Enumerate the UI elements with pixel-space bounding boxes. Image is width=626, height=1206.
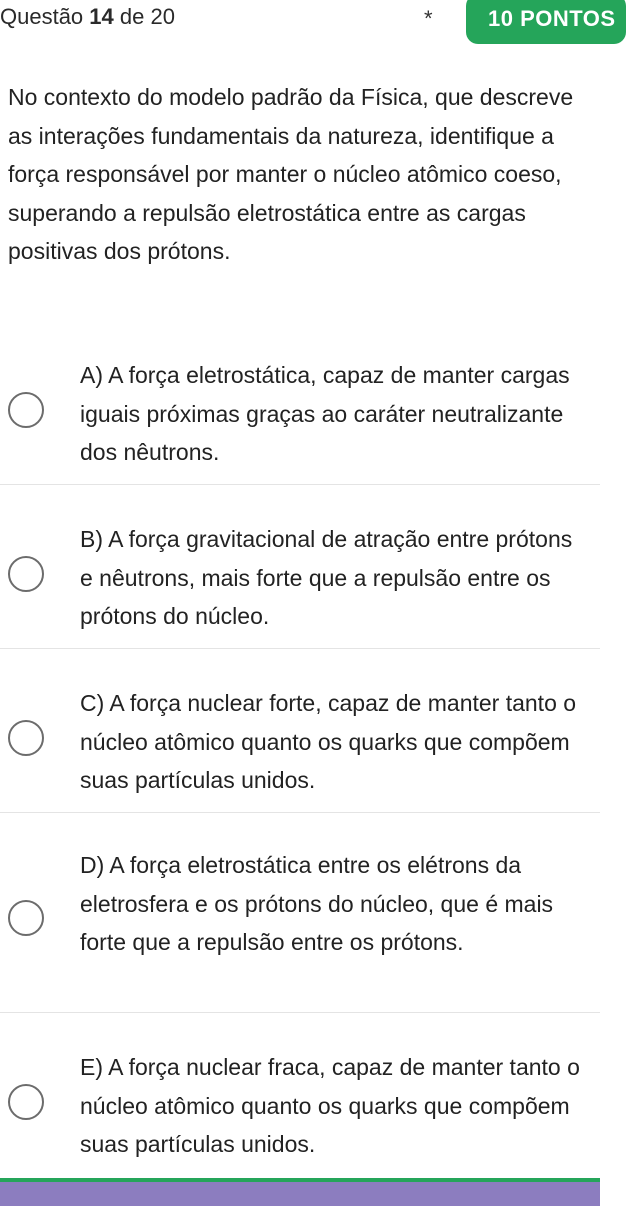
- option-b-text: B) A força gravitacional de atração entre prótons e nêutrons, mais forte que a repulsão entre os prótons do núcleo.: [80, 526, 573, 629]
- option-a[interactable]: [0, 352, 600, 484]
- option-d[interactable]: [0, 842, 600, 1012]
- required-marker: *: [424, 6, 433, 31]
- divider: [0, 812, 600, 813]
- option-b[interactable]: [0, 516, 600, 648]
- bottom-bar: [0, 1178, 600, 1206]
- option-e-radio[interactable]: [8, 1084, 44, 1120]
- question-text: No contexto do modelo padrão da Física, que descreve as interações fundamentais da natureza, identifique a força responsável por manter o núcleo atômico coeso, superando a repulsão eletrostática entre as cargas positivas dos prótons.: [8, 84, 574, 264]
- option-c-text: C) A força nuclear forte, capaz de manter tanto o núcleo atômico quanto os quarks que compõem suas partículas unidos.: [80, 690, 577, 793]
- option-c-radio[interactable]: [8, 720, 44, 756]
- question-total: de 20: [119, 4, 175, 29]
- option-a-radio[interactable]: [8, 392, 44, 428]
- points-badge: 10 PONTOS: [466, 0, 626, 44]
- divider: [0, 1012, 600, 1013]
- option-b-radio[interactable]: [8, 556, 44, 592]
- option-e[interactable]: [0, 1044, 600, 1176]
- question-label: Questão: [0, 4, 84, 29]
- option-a-text: A) A força eletrostática, capaz de manter cargas iguais próximas graças ao caráter neutralizante dos nêutrons.: [80, 362, 570, 465]
- question-number: 14: [89, 4, 114, 29]
- option-d-radio[interactable]: [8, 900, 44, 936]
- divider: [0, 648, 600, 649]
- option-d-text: D) A força eletrostática entre os elétrons da eletrosfera e os prótons do núcleo, que é mais forte que a repulsão entre os prótons.: [80, 852, 554, 955]
- question-header: [0, 0, 616, 46]
- question-counter: [0, 4, 175, 30]
- divider: [0, 484, 600, 485]
- option-e-text: E) A força nuclear fraca, capaz de manter tanto o núcleo atômico quanto os quarks que compõem suas partículas unidos.: [80, 1054, 580, 1157]
- option-c[interactable]: [0, 680, 600, 812]
